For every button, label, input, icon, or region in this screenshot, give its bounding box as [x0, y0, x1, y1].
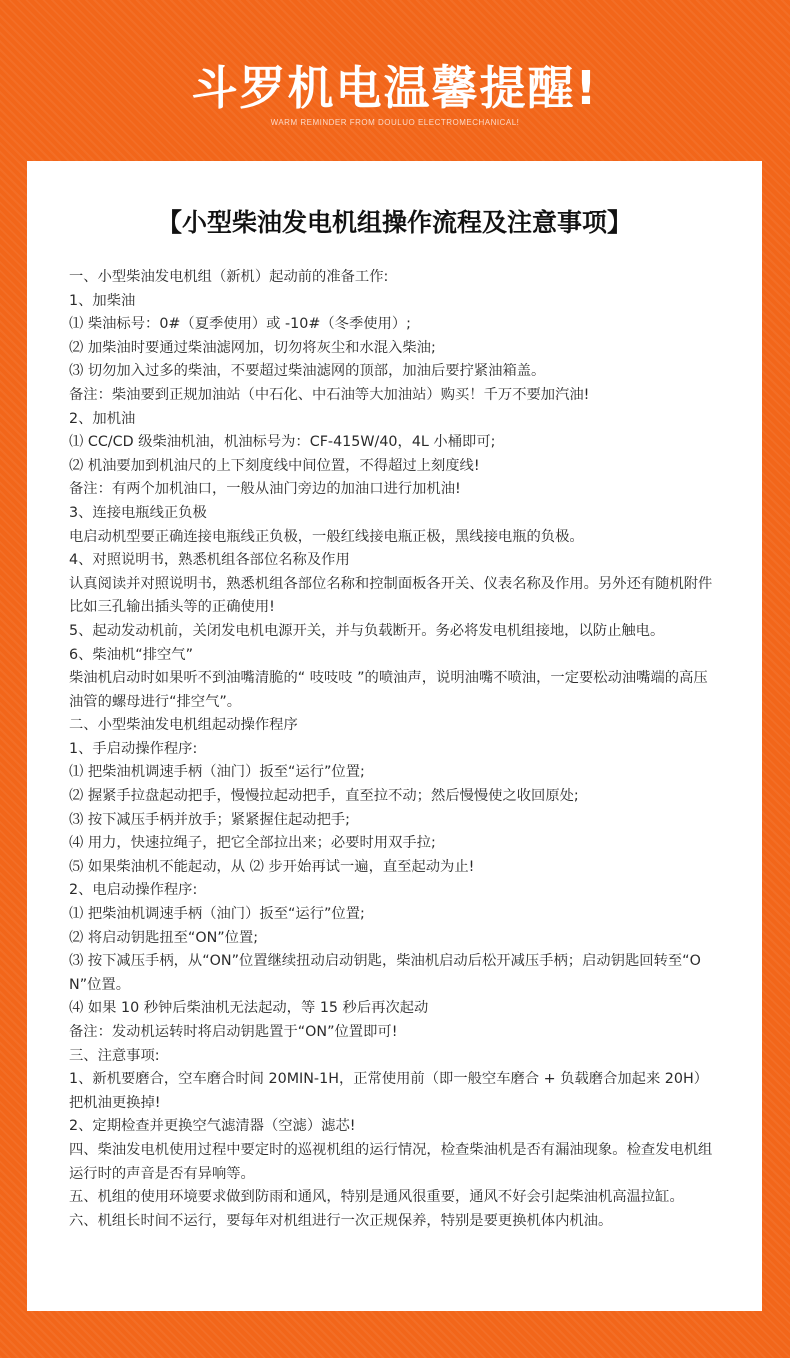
text-line: 2、电启动操作程序: [69, 882, 198, 899]
text-line: ⑷ 如果 10 秒钟后柴油机无法起动，等 15 秒后再次起动 [69, 1000, 429, 1017]
text-line: 2、定期检查并更换空气滤清器（空滤）滤芯! [69, 1118, 356, 1135]
text-line: 6、柴油机“排空气” [69, 646, 193, 663]
text-line: 二、小型柴油发电机组起动操作程序 [69, 717, 298, 734]
text-line: 柴油机启动时如果听不到油嘴清脆的“ 吱吱吱 ”的喷油声，说明油嘴不喷油，一定要松动油嘴端的高压油管的螺母进行“排空气”。 [69, 670, 708, 710]
page-title: 斗罗机电温馨提醒! [191, 61, 599, 115]
text-line: ⑶ 按下减压手柄，从“ON”位置继续扭动启动钥匙，柴油机启动后松开减压手柄；启动钥匙回转至“ON”位置。 [69, 953, 701, 993]
text-line: ⑶ 按下减压手柄并放手；紧紧握住起动把手; [69, 811, 350, 828]
text-line: ⑴ 把柴油机调速手柄（油门）扳至“运行”位置; [69, 764, 365, 781]
content-panel [27, 161, 762, 1311]
text-line: 一、小型柴油发电机组（新机）起动前的准备工作: [69, 269, 389, 285]
document-title: 【小型柴油发电机组操作流程及注意事项】 [156, 208, 632, 237]
text-line: ⑴ CC/CD 级柴油机油，机油标号为：CF-415W/40，4L 小桶即可; [69, 434, 496, 451]
text-line: ⑴ 柴油标号：0#（夏季使用）或 -10#（冬季使用）; [69, 316, 411, 333]
text-line: 备注：有两个加机油口，一般从油门旁边的加油口进行加机油! [69, 481, 461, 498]
text-line: 4、对照说明书，熟悉机组各部位名称及作用 [69, 552, 350, 569]
page-subtitle: WARM REMINDER FROM DOULUO ELECTROMECHANICAL! [270, 118, 520, 127]
text-line: ⑵ 将启动钥匙扭至“ON”位置; [69, 929, 259, 946]
document-body [69, 266, 719, 1233]
text-line: 2、加机油 [69, 410, 136, 427]
text-line: 六、机组长时间不运行，要每年对机组进行一次正规保养，特别是要更换机体内机油。 [69, 1212, 613, 1229]
text-line: 1、加柴油 [69, 292, 136, 309]
text-line: 电启动机型要正确连接电瓶线正负极，一般红线接电瓶正极，黑线接电瓶的负极。 [69, 528, 584, 545]
text-line: ⑶ 切勿加入过多的柴油，不要超过柴油滤网的顶部，加油后要拧紧油箱盖。 [69, 363, 546, 380]
text-line: 认真阅读并对照说明书，熟悉机组各部位名称和控制面板各开关、仪表名称及作用。另外还有随机附件比如三孔输出插头等的正确使用! [69, 575, 713, 616]
text-line: ⑵ 握紧手拉盘起动把手，慢慢拉起动把手，直至拉不动；然后慢慢使之收回原处; [69, 788, 579, 805]
text-line: 3、连接电瓶线正负极 [69, 504, 207, 521]
text-line: ⑵ 机油要加到机油尺的上下刻度线中间位置，不得超过上刻度线! [69, 457, 480, 474]
text-line: 备注：柴油要到正规加油站（中石化、中石油等大加油站）购买！千万不要加汽油! [69, 386, 590, 403]
text-line: ⑷ 用力，快速拉绳子，把它全部拉出来；必要时用双手拉; [69, 835, 436, 852]
header-banner [0, 0, 790, 160]
text-line: ⑴ 把柴油机调速手柄（油门）扳至“运行”位置; [69, 906, 365, 923]
text-line: 四、柴油发电机使用过程中要定时的巡视机组的运行情况，检查柴油机是否有漏油现象。检查发电机组运行时的声音是否有异响等。 [69, 1141, 713, 1182]
text-line: ⑵ 加柴油时要通过柴油滤网加，切勿将灰尘和水混入柴油; [69, 339, 436, 356]
text-line: 5、起动发动机前，关闭发电机电源开关，并与负载断开。务必将发电机组接地，以防止触电。 [69, 622, 665, 639]
text-line: 五、机组的使用环境要求做到防雨和通风，特别是通风很重要，通风不好会引起柴油机高温拉缸。 [69, 1189, 684, 1206]
text-line: 1、新机要磨合，空车磨合时间 20MIN-1H，正常使用前（即一般空车磨合 + 负载磨合加起来 20H）把机油更换掉! [69, 1071, 709, 1111]
text-line: ⑸ 如果柴油机不能起动，从 ⑵ 步开始再试一遍，直至起动为止! [69, 858, 475, 875]
text-line: 备注：发动机运转时将启动钥匙置于“ON”位置即可! [69, 1024, 398, 1040]
text-line: 三、注意事项: [69, 1047, 160, 1064]
text-line: 1、手启动操作程序: [69, 740, 198, 757]
